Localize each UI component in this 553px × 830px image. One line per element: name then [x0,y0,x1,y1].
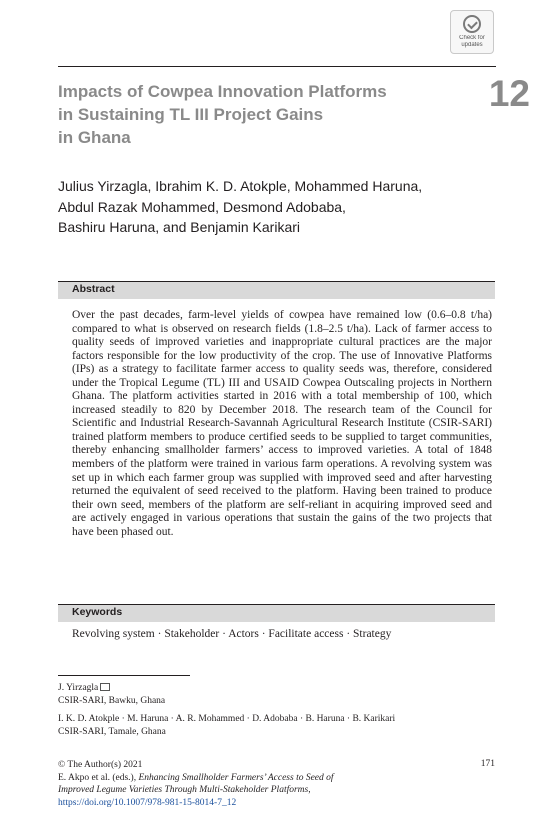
affiliation-institution: CSIR-SARI, Tamale, Ghana [58,726,166,737]
check-badge-line2: updates [461,42,483,48]
chapter-title [58,80,408,149]
affiliation-name: I. K. D. Atokple · M. Haruna · A. R. Mohammed · D. Adobaba · B. Haruna · B. Karikari [58,714,396,724]
author-line: Julius Yirzagla, Ibrahim K. D. Atokple, Mohammed Haruna, [58,178,423,194]
author-line: Bashiru Haruna, and Benjamin Karikari [58,219,301,235]
author-list [58,176,478,238]
title-line: Impacts of Cowpea Innovation Platforms [58,82,387,101]
book-title-line2: Improved Legume Varieties Through Multi-Stakeholder Platforms [58,785,309,795]
affiliation-institution: CSIR-SARI, Bawku, Ghana [58,695,166,706]
check-badge-line1: Check for [459,35,485,41]
abstract-heading: Abstract [72,283,115,295]
keywords-list: Revolving system · Stakeholder · Actors · Facilitate access · Strategy [72,628,392,640]
affiliation-name: J. Yirzagla [58,683,99,693]
check-for-updates-badge[interactable] [450,10,494,54]
top-rule [58,66,496,67]
abstract-header [58,281,495,299]
checkmark-icon [463,15,481,33]
author-line: Abdul Razak Mohammed, Desmond Adobaba, [58,198,346,215]
doi-link[interactable]: https://doi.org/10.1007/978-981-15-8014-7_12 [58,797,237,808]
title-line: in Sustaining TL III Project Gains [58,105,324,124]
book-title-line1: Enhancing Smallholder Farmers’ Access to Seed of [138,772,334,783]
footnote-rule [58,675,190,676]
copyright: © The Author(s) 2021 [58,760,143,770]
page-number: 171 [480,759,495,769]
citation-block [58,759,334,809]
citation-suffix: , [308,785,311,795]
chapter-number: 12 [488,73,530,114]
keywords-heading: Keywords [72,606,123,618]
affiliation-1 [58,682,165,707]
keywords-header [58,604,495,622]
affiliation-2 [58,713,395,738]
citation-prefix: E. Akpo et al. (eds.), [58,772,139,783]
abstract-text: Over the past decades, farm-level yields of cowpea have remained low (0.6–0.8 t/ha) compared to what is observed on research fields (1.8–2.5 t/ha). Lack of farmer access to quality seeds of improved varieties and inappropriate cultural practices are the major factors responsible for the low productivity of the crop. The use of Innovative Platforms (IPs) as a strategy to facilitate farmer access to quality seeds was, therefore, considered under the Tropical Legume (TL) III and USAID Cowpea Outscaling projects in Northern Ghana. The platform activities started in 2016 with a total membership of 100, which increased steadily to 820 by December 2018. The research team of the Council for Scientific and Industrial Research-Savannah Agricultural Research Institute (CSIR-SARI) trained platform members to produce certified seeds to be supplied to target communities, thereby enhancing smallholder farmers’ access to improved varieties. A total of 1848 members of the platform were trained in various farm operations. A revolving system was set up in which each farmer group was supplied with improved seed and after harvesting returned the equivalent of seed received to the platform. Having been trained to produce their own seed, members of the platform are self-reliant in acquiring improved seed and are actively engaged in various operations that sustain the gains of the two projects that have been phased out. [72,309,492,538]
title-line: in Ghana [58,128,131,147]
email-icon[interactable] [100,683,110,691]
